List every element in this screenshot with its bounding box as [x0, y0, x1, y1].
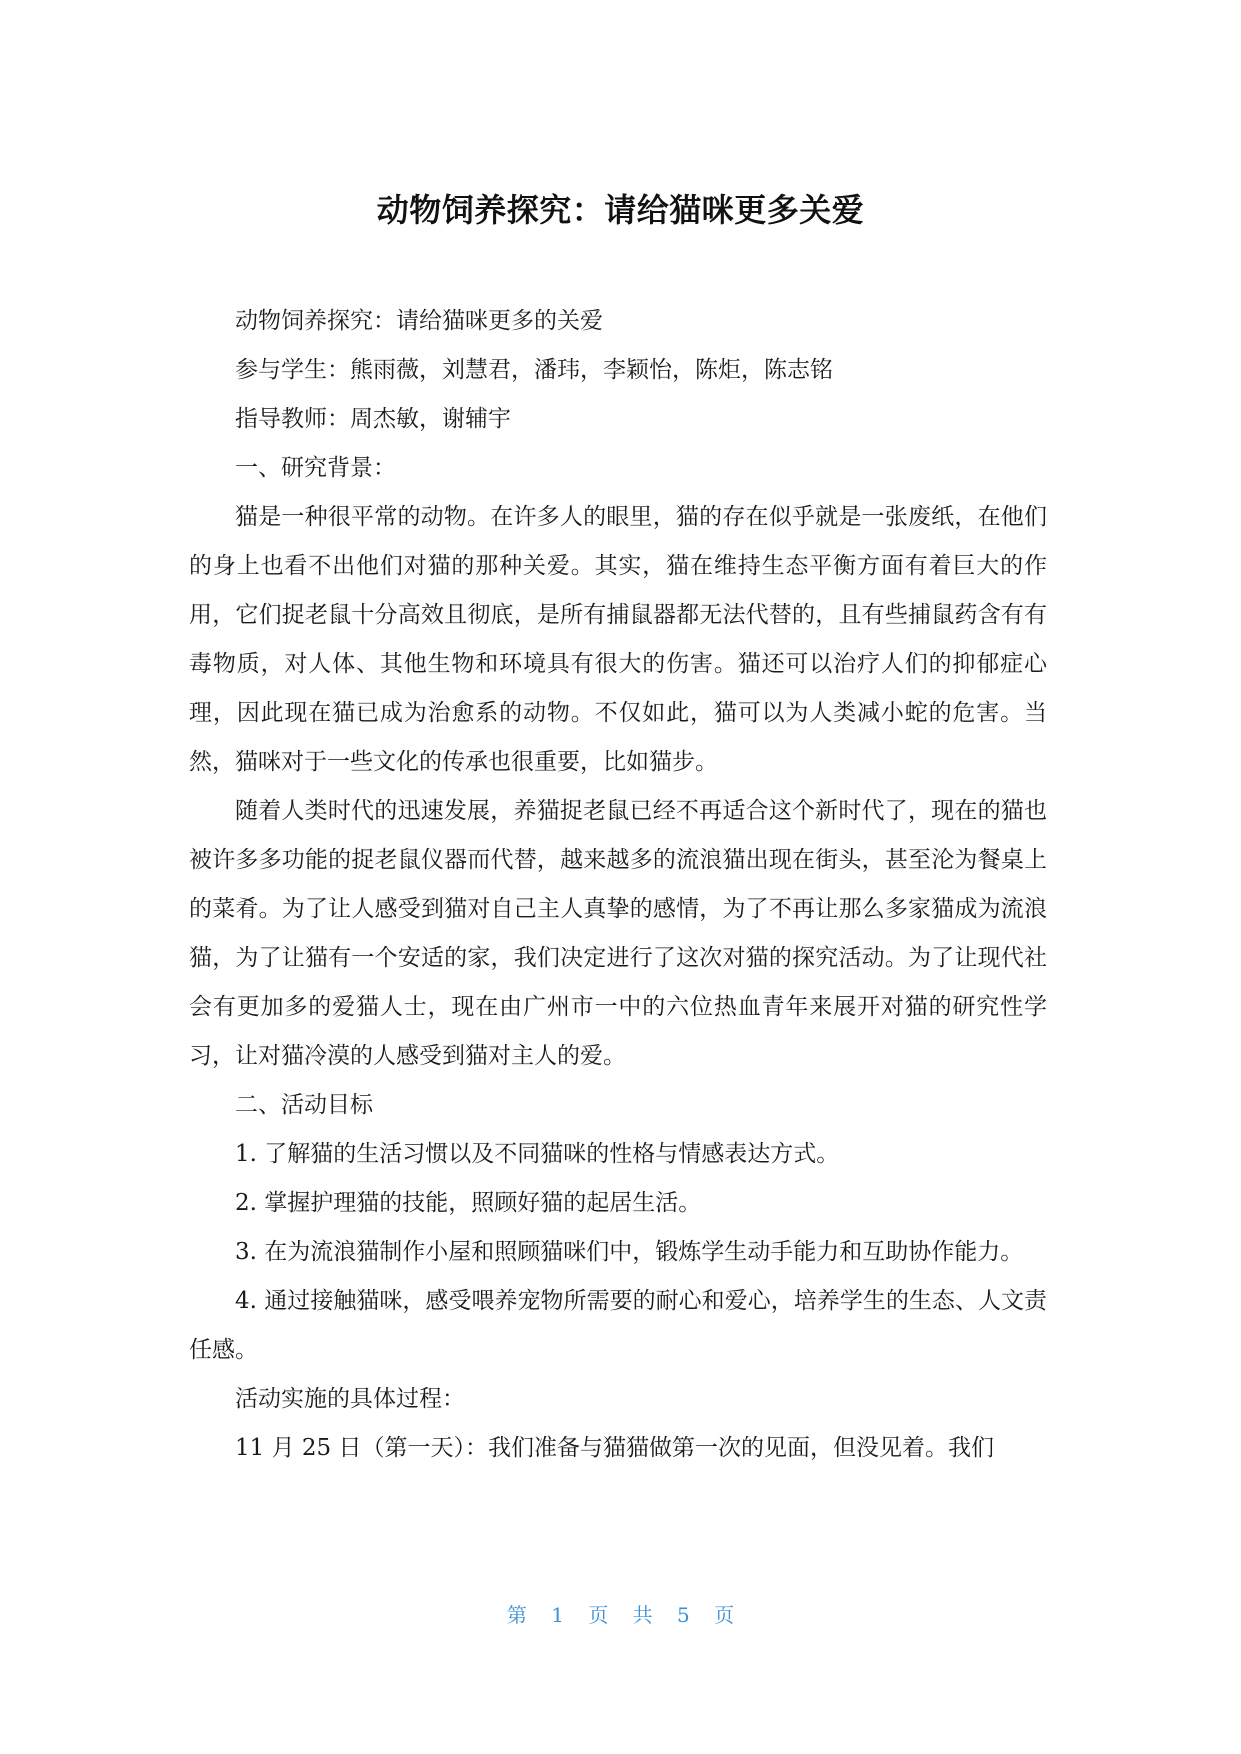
paragraph-teachers: 指导教师：周杰敏，谢辅宇 [235, 406, 511, 432]
section-heading-background: 一、研究背景： [235, 455, 396, 481]
goal-item-4: 4. 通过接触猫咪，感受喂养宠物所需要的耐心和爱心，培养学生的生态、人文责任感。 [189, 1288, 1047, 1363]
goal-item-2: 2. 掌握护理猫的技能，照顾好猫的起居生活。 [235, 1190, 702, 1216]
paragraph-background-2: 随着人类时代的迅速发展，养猫捉老鼠已经不再适合这个新时代了，现在的猫也被许多多功能的捉老鼠仪器而代替，越来越多的流浪猫出现在街头，甚至沦为餐桌上的菜肴。为了让人感受到猫对自己主人真挚的感情，为了不再让那么多家猫成为流浪猫，为了让猫有一个安适的家，我们决定进行了这次对猫的探究活动。为了让现代社会有更加多的爱猫人士，现在由广州市一中的六位热血青年来展开对猫的研究性学习，让对猫冷漠的人感受到猫对主人的爱。 [189, 798, 1047, 1069]
section-heading-process: 活动实施的具体过程： [235, 1386, 465, 1412]
goal-item-3: 3. 在为流浪猫制作小屋和照顾猫咪们中，锻炼学生动手能力和互助协作能力。 [235, 1239, 1024, 1265]
paragraph-students: 参与学生：熊雨薇，刘慧君，潘玮，李颖怡，陈炬，陈志铭 [235, 357, 833, 383]
document-body [189, 297, 1047, 1473]
goal-item-1: 1. 了解猫的生活习惯以及不同猫咪的性格与情感表达方式。 [235, 1141, 840, 1167]
section-heading-goals: 二、活动目标 [235, 1092, 373, 1118]
document-title: 动物饲养探究：请给猫咪更多关爱 [376, 191, 865, 229]
paragraph-day-1: 11 月 25 日（第一天）：我们准备与猫猫做第一次的见面，但没见着。我们 [235, 1435, 994, 1461]
paragraph-background-1: 猫是一种很平常的动物。在许多人的眼里，猫的存在似乎就是一张废纸，在他们的身上也看不出他们对猫的那种关爱。其实，猫在维持生态平衡方面有着巨大的作用，它们捉老鼠十分高效且彻底，是所有捕鼠器都无法代替的，且有些捕鼠药含有有毒物质，对人体、其他生物和环境具有很大的伤害。猫还可以治疗人们的抑郁症心理，因此现在猫已成为治愈系的动物。不仅如此，猫可以为人类减小蛇的危害。当然，猫咪对于一些文化的传承也很重要，比如猫步。 [189, 504, 1047, 775]
page-number: 第 1 页 共 5 页 [506, 1603, 735, 1627]
paragraph-subtitle: 动物饲养探究：请给猫咪更多的关爱 [235, 308, 603, 334]
